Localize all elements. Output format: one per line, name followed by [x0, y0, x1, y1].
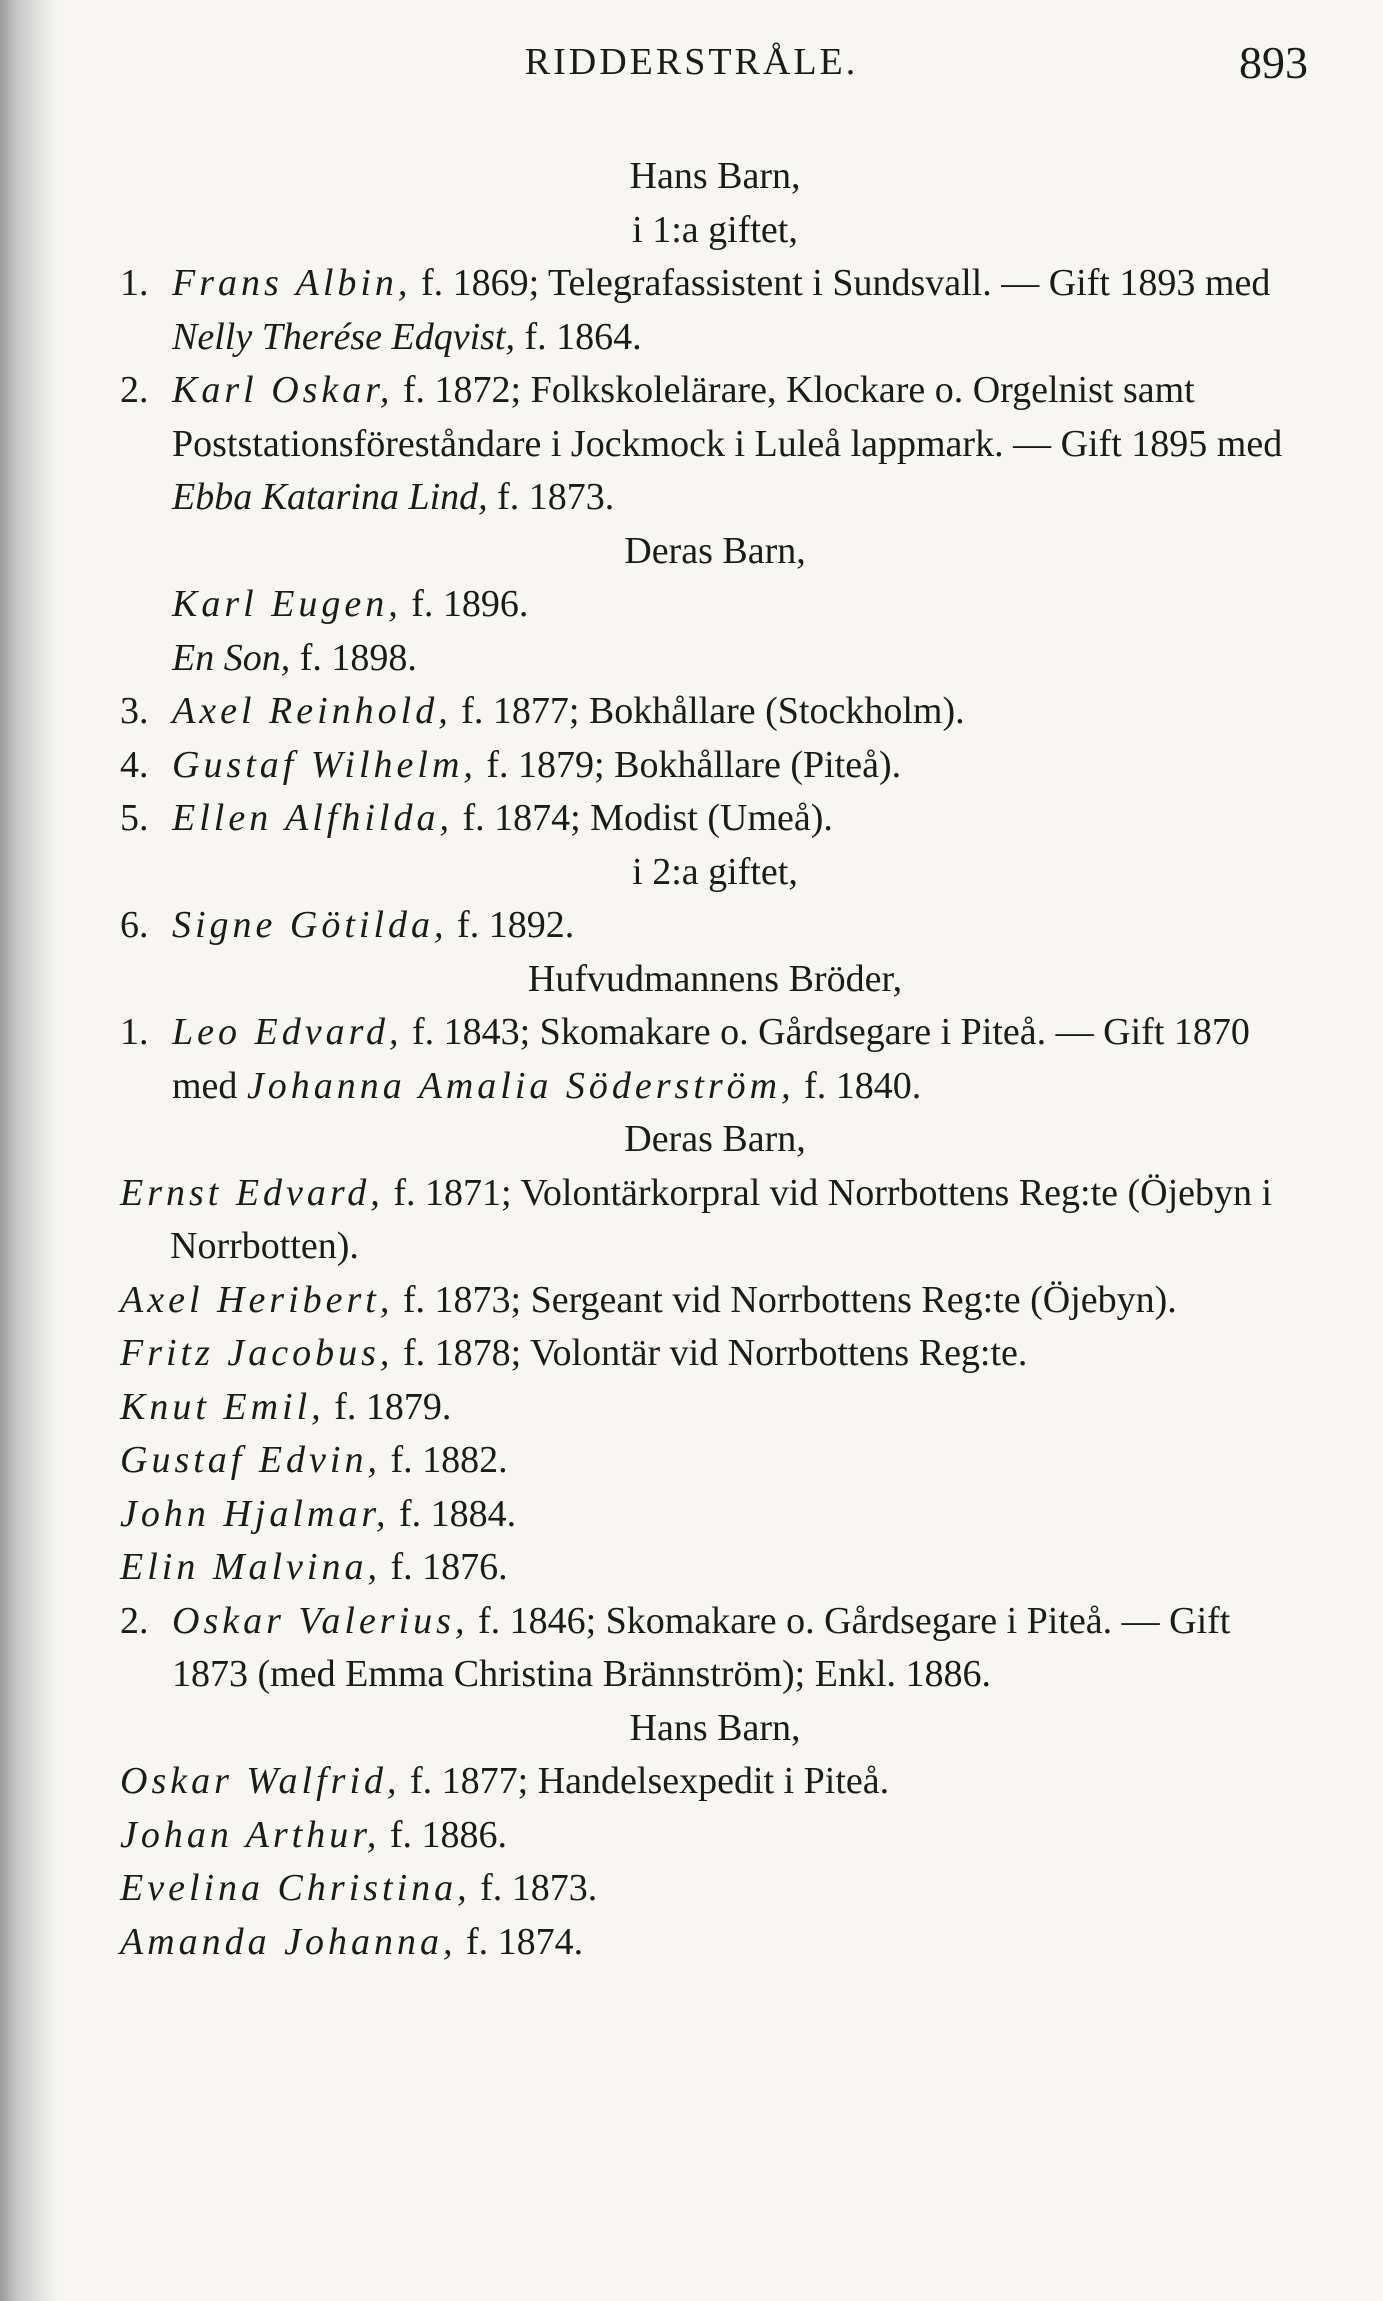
running-head: RIDDERSTRÅLE.	[524, 41, 859, 83]
nephew-entry	[120, 1488, 1310, 1542]
entry-text: f. 1871; Volontärkorpral vid Norrbottens Reg:te (Öjebyn i Norrbotten).	[170, 1171, 1273, 1267]
nephew-entry	[120, 1434, 1310, 1488]
entry-tail: f. 1864.	[524, 315, 642, 358]
entry-text: f. 1872; Folkskolelärare, Klockare o. Orgelnist samt Poststationsföreståndare i Jockmock i Luleå lappmark. — Gift 1895 med	[172, 369, 1283, 465]
section-heading: Deras Barn,	[624, 529, 806, 572]
nephew-entry	[120, 1809, 1310, 1863]
entry-text: f. 1876.	[390, 1546, 508, 1588]
section-heading: Hans Barn,	[629, 155, 801, 197]
entry-text: f. 1869; Telegrafassistent i Sundsvall. — Gift 1893 med	[420, 262, 1271, 304]
spouse-name: Johanna Amalia Söderström,	[246, 1064, 795, 1107]
entry-text: f. 1843; Skomakare o. Gårdsegare i Piteå. — Gift 1870 med	[172, 1011, 1250, 1107]
entry-text: f. 1877; Handelsexpedit i Piteå.	[410, 1760, 890, 1802]
entry-text: f. 1877; Bokhållare (Stockholm).	[461, 690, 965, 732]
entry-tail: f. 1840.	[804, 1064, 922, 1107]
nephew-entry	[120, 1541, 1310, 1595]
person-name: Gustaf Edvin,	[120, 1439, 381, 1481]
person-name: Signe Götilda,	[172, 904, 448, 946]
person-name: Karl Oskar,	[172, 369, 394, 411]
entry-text: f. 1886.	[389, 1813, 507, 1856]
person-name: Elin Malvina,	[120, 1546, 381, 1588]
entry-number: 4.	[120, 743, 149, 786]
entry-text: f. 1898.	[299, 636, 417, 679]
entry-number: 1.	[120, 262, 149, 304]
nephew-entry	[120, 1755, 1310, 1809]
person-name: Leo Edvard,	[172, 1011, 403, 1053]
person-name: Axel Heribert,	[120, 1278, 394, 1321]
child-entry	[120, 685, 1310, 739]
entry-text: f. 1896.	[411, 583, 529, 625]
section-heading: Hans Barn,	[629, 1706, 801, 1749]
genealogy-text	[120, 150, 1310, 1969]
entry-text: f. 1873; Sergeant vid Norrbottens Reg:te (Öjebyn).	[402, 1278, 1177, 1321]
person-name: Ernst Edvard,	[120, 1171, 384, 1214]
person-name: Axel Reinhold,	[172, 690, 452, 732]
child-entry	[120, 739, 1310, 793]
person-name: Amanda Johanna,	[120, 1920, 457, 1963]
entry-number: 1.	[120, 1011, 149, 1053]
entry-text: f. 1884.	[398, 1492, 517, 1535]
entry-text: f. 1892.	[457, 904, 575, 946]
child-entry	[120, 899, 1310, 953]
person-name: Johan Arthur,	[120, 1813, 381, 1856]
person-name: Oskar Valerius,	[172, 1599, 469, 1642]
spouse-name: Nelly Therése Edqvist,	[172, 315, 515, 358]
person-name: Evelina Christina,	[120, 1867, 471, 1909]
person-name: En Son,	[172, 636, 291, 679]
nephew-entry	[120, 1916, 1310, 1970]
child-entry	[120, 364, 1310, 525]
brother-entry	[68, 1595, 1310, 1702]
entry-text: f. 1882.	[390, 1439, 508, 1481]
brother-entry	[68, 1006, 1310, 1113]
nephew-entry	[120, 1327, 1310, 1381]
entry-text: f. 1874.	[466, 1920, 584, 1963]
entry-number: 6.	[120, 904, 149, 946]
entry-text: f. 1879.	[334, 1385, 452, 1428]
person-name: Fritz Jacobus,	[120, 1332, 394, 1374]
page-number: 893	[1239, 37, 1308, 88]
entry-number: 2.	[120, 1599, 149, 1642]
entry-text: f. 1873.	[480, 1867, 598, 1909]
grandchild-entry	[120, 632, 1310, 686]
entry-tail: f. 1873.	[497, 476, 615, 518]
entry-number: 2.	[120, 369, 149, 411]
nephew-entry	[120, 1274, 1310, 1328]
entry-number: 3.	[120, 690, 149, 732]
section-heading: Hufvudmannens Bröder,	[527, 957, 903, 1000]
entry-text: f. 1879; Bokhållare (Piteå).	[486, 743, 902, 786]
entry-text: f. 1846; Skomakare o. Gårdsegare i Piteå. — Gift 1873 (med Emma Christina Brännström); Enkl. 1886.	[172, 1599, 1231, 1695]
person-name: Karl Eugen,	[172, 583, 402, 625]
section-subheading: i 1:a giftet,	[632, 208, 798, 251]
spouse-name: Ebba Katarina Lind,	[172, 476, 488, 518]
person-name: Frans Albin,	[172, 262, 412, 304]
child-entry	[120, 257, 1310, 364]
child-entry	[120, 792, 1310, 846]
person-name: John Hjalmar,	[120, 1492, 390, 1535]
nephew-entry	[120, 1381, 1310, 1435]
person-name: Ellen Alfhilda,	[172, 797, 453, 839]
nephew-entry	[120, 1167, 1310, 1274]
entry-text: f. 1878; Volontär vid Norrbottens Reg:te.	[402, 1332, 1028, 1374]
person-name: Gustaf Wilhelm,	[172, 743, 477, 786]
person-name: Oskar Walfrid,	[120, 1760, 401, 1802]
book-binding-edge	[0, 0, 58, 2301]
entry-text: f. 1874; Modist (Umeå).	[462, 797, 833, 839]
person-name: Knut Emil,	[120, 1385, 325, 1428]
entry-number: 5.	[120, 797, 149, 839]
grandchild-entry	[120, 578, 1310, 632]
nephew-entry	[120, 1862, 1310, 1916]
section-heading: i 2:a giftet,	[632, 850, 798, 893]
section-heading: Deras Barn,	[624, 1118, 806, 1160]
